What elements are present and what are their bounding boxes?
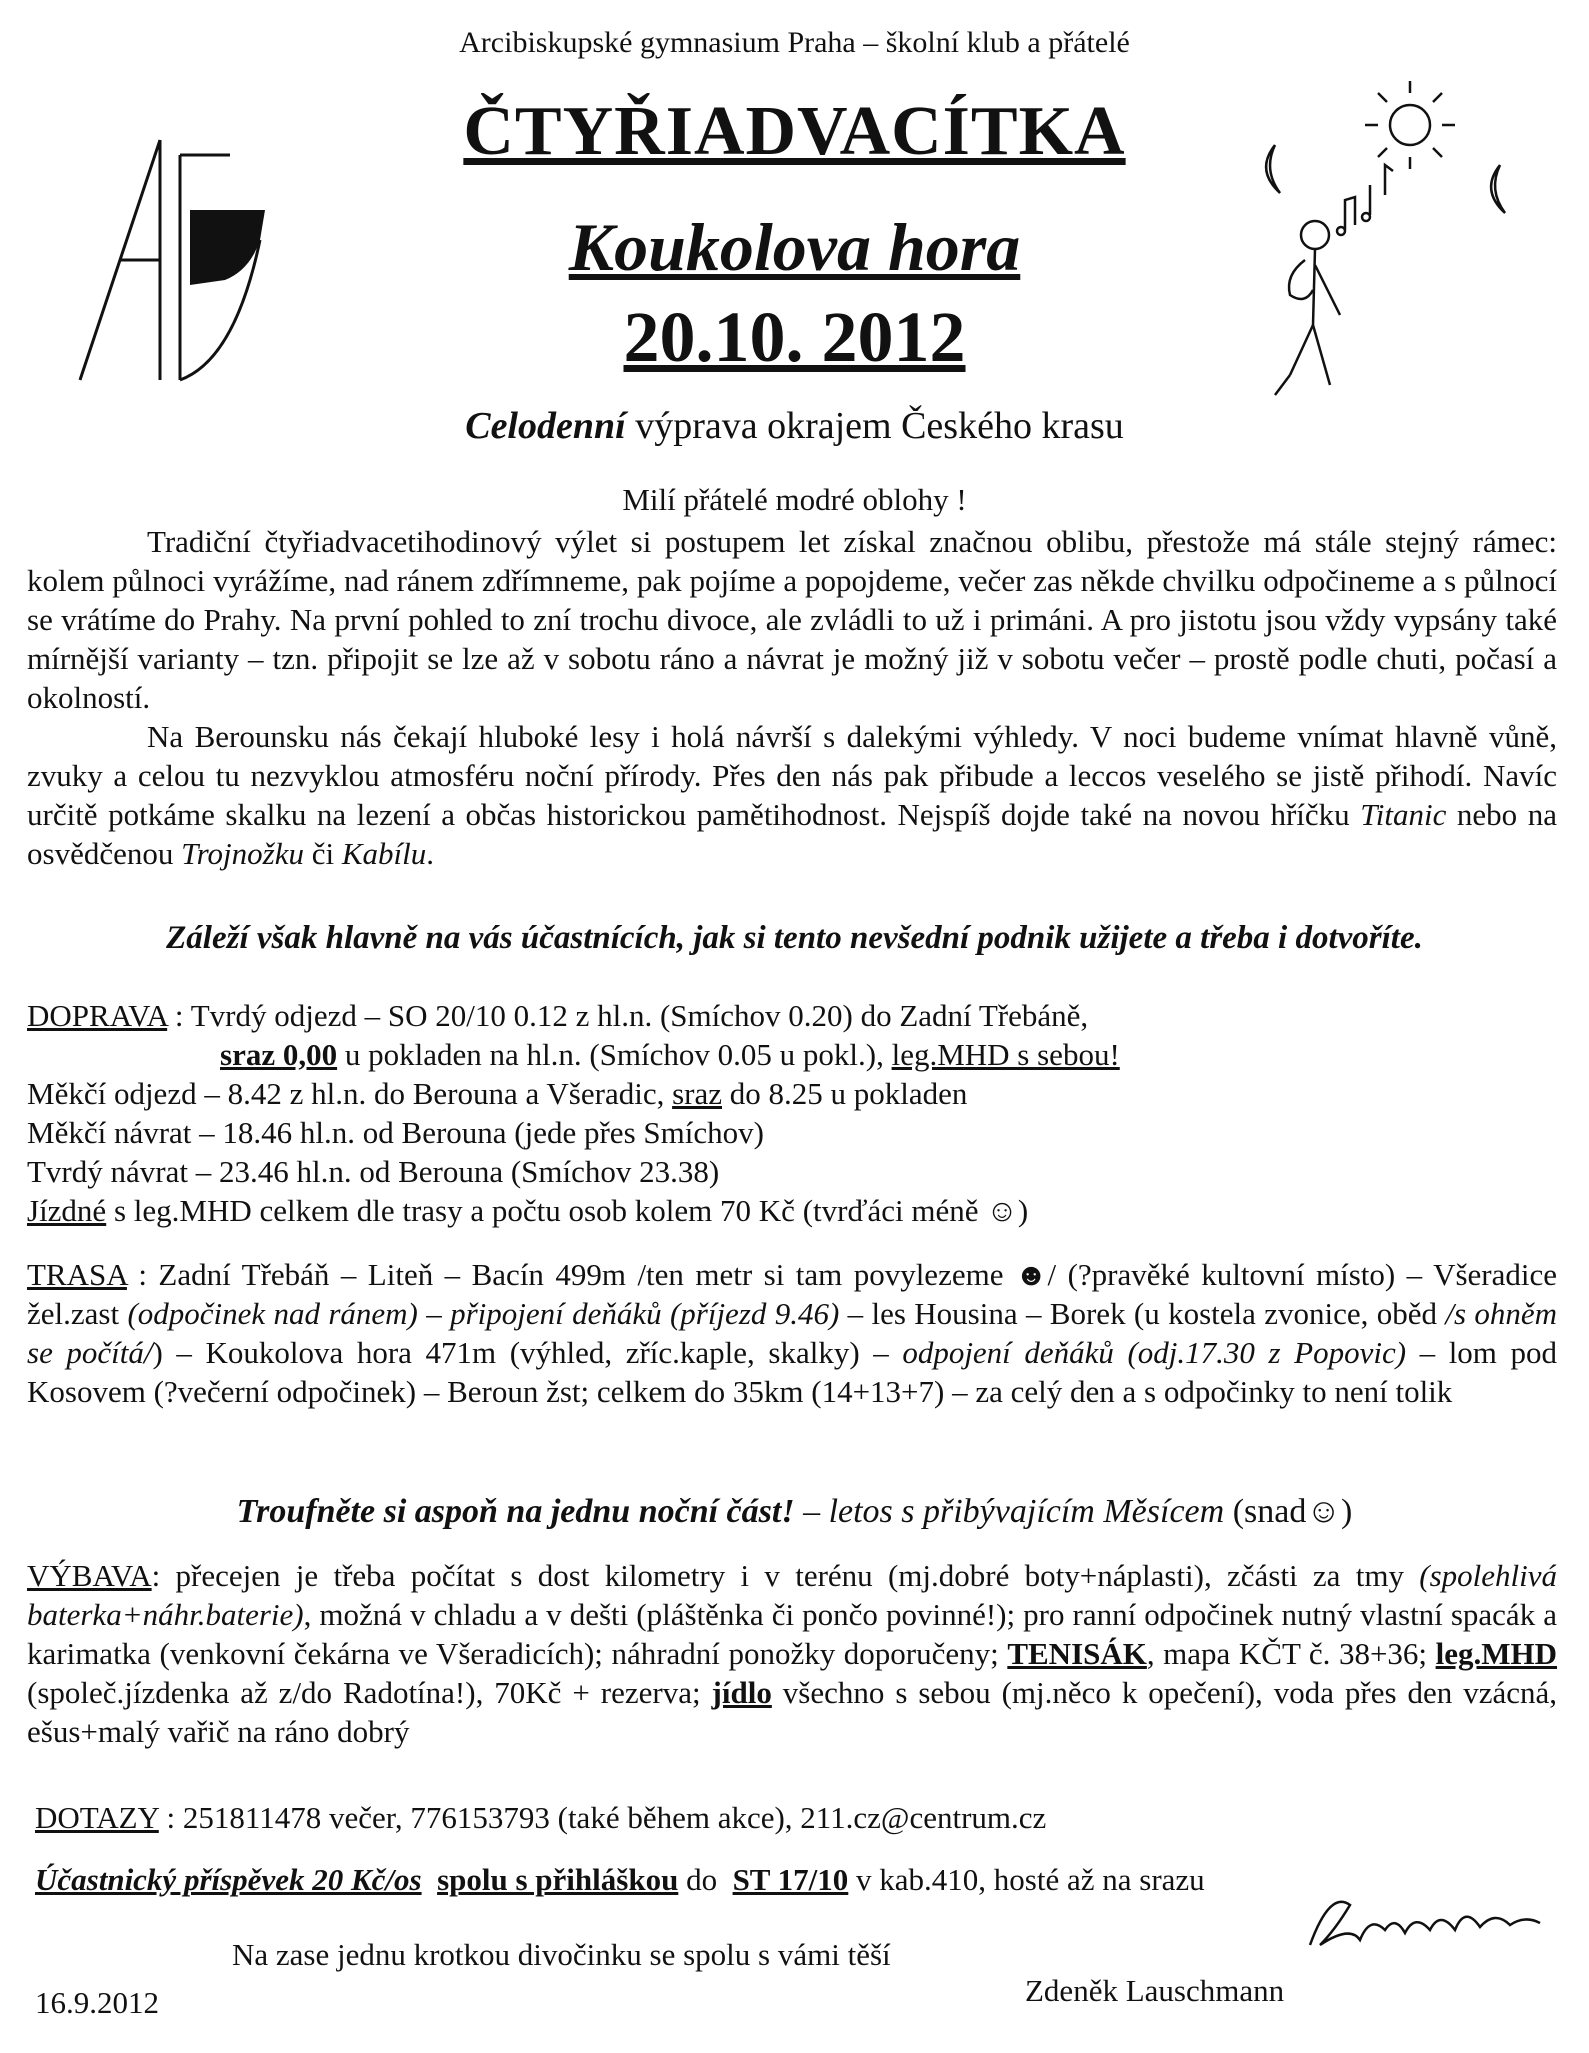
gear-ticket: leg.MHD xyxy=(1435,1636,1557,1671)
transport-line-6: s leg.MHD celkem dle trasy a počtu osob kolem 70 Kč (tvrďáci méně ☺) xyxy=(106,1193,1029,1228)
signature xyxy=(1290,1885,1550,1975)
route-text-3: – les Housina – Borek (u kostela zvonice, oběd xyxy=(839,1296,1446,1331)
emphasis-night-italic: – letos s přibývajícím Měsícem xyxy=(794,1493,1225,1530)
greeting: Milí přátelé modré oblohy ! xyxy=(622,482,967,517)
transport-line-2: u pokladen na hl.n. (Smíchov 0.05 u pokl.), xyxy=(337,1037,892,1072)
fee-rest: v kab.410, hosté až na srazu xyxy=(848,1862,1205,1897)
game-titanic: Titanic xyxy=(1360,797,1447,832)
route-text-2: (odpočinek nad ránem) – připojení deňáků (příjezd 9.46) xyxy=(127,1296,840,1331)
route-section xyxy=(27,1255,1557,1411)
document-date: 16.9.2012 xyxy=(35,1985,159,2020)
contacts-label: DOTAZY xyxy=(35,1800,159,1835)
author-name: Zdeněk Lauschmann xyxy=(1025,1973,1285,2008)
event-place: Koukolova hora xyxy=(568,209,1021,285)
p2-text-c: či xyxy=(303,836,342,871)
intro-paragraph-1: Tradiční čtyřiadvacetihodinový výlet si postupem let získal značnou oblibu, přestože má stále stejný rámec: kolem půlnoci vyrážíme, nad ránem zdřímneme, pak pojíme a popojdeme, večer zas někde chvilku odpočineme a s půlnocí se vrátíme do Prahy. Na první pohled to zní trochu divoce, ale zvládli to už i primáni. A pro jistotu jsou vždy vypsány také mírnější varianty – tzn. připojit se lze až v sobotu ráno a návrat je možný již v sobotu večer – prostě podle chuti, počasí a okolností. xyxy=(27,524,1557,715)
emphasis-night-plain: (snad☺) xyxy=(1224,1493,1353,1530)
route-label: TRASA xyxy=(27,1257,127,1292)
gear-section xyxy=(27,1556,1557,1751)
gear-text-2: (spolehlivá baterka+náhr.baterie) xyxy=(27,1558,1557,1632)
transport-ticket-note: leg.MHD s sebou! xyxy=(891,1037,1120,1072)
p2-text-a: Na Berounsku nás čekají hluboké lesy i holá návrší s dalekými výhledy. V noci budeme vnímat hlavně vůně, zvuky a celou tu nezvyklou atmosféru noční přírody. Přes den nás pak přibude a leccos veselého se jistě přihodí. Navíc určitě potkáme skalku na lezení a občas historickou pamětihodnost. Nejspíš dojde také na novou hříčku xyxy=(27,719,1557,832)
route-text-7: – lom pod Kosovem (?večerní odpočinek) – Beroun žst; celkem do 35km (14+13+7) – za celý den a s odpočinky to není tolik xyxy=(27,1335,1557,1409)
gear-text-5: , mapa KČT č. 38+36; xyxy=(1146,1636,1436,1671)
fee-amount: Účastnický příspěvek 20 Kč/os xyxy=(35,1862,422,1897)
gear-text-1: : přecejen je třeba počítat s dost kilometry i v terénu (mj.dobré boty+náplasti), zčásti za tmy xyxy=(151,1558,1420,1593)
transport-line-3a: Měkčí odjezd – 8.42 z hl.n. do Berouna a Všeradic, xyxy=(27,1076,673,1111)
emphasis-night xyxy=(0,1493,1589,1531)
route-text-1: : Zadní Třebáň – Liteň – Bacín 499m /ten metr si tam povylezeme ☻/ (?pravěké kultovní místo) – Všeradice žel.zast xyxy=(27,1257,1557,1331)
contacts-text: : 251811478 večer, 776153793 (také během akce), 211.cz@centrum.cz xyxy=(158,1800,1047,1835)
fare-label: Jízdné xyxy=(27,1193,107,1228)
fee-deadline: ST 17/10 xyxy=(732,1862,849,1897)
route-text-6: odpojení deňáků (odj.17.30 z Popovic) xyxy=(902,1335,1407,1370)
gear-tennis-ball: TENISÁK xyxy=(1007,1636,1147,1671)
ag-logo xyxy=(50,130,280,390)
emphasis-participants: Záleží však hlavně na vás účastnících, jak si tento nevšední podnik užijete a třeba i dotvoříte. xyxy=(166,920,1423,956)
fee-until: do xyxy=(678,1862,725,1897)
p2-text-b: nebo na osvědčenou xyxy=(27,797,1557,871)
transport-line-4: Měkčí návrat – 18.46 hl.n. od Berouna (jede přes Smíchov) xyxy=(27,1115,764,1150)
hiker-doodle xyxy=(1245,75,1535,415)
route-text-4: /s ohněm se počítá/ xyxy=(27,1296,1558,1370)
game-trojnozka: Trojnožku xyxy=(181,836,304,871)
event-title: ČTYŘIADVACÍTKA xyxy=(463,93,1126,170)
transport-line-3b: do 8.25 u pokladen xyxy=(722,1076,968,1111)
game-kabila: Kabílu xyxy=(341,836,427,871)
intro-paragraphs xyxy=(27,522,1557,873)
subtitle-rest: výprava okrajem Českého krasu xyxy=(635,405,1124,447)
gear-text-9: všechno s sebou (mj.něco k opečení), voda přes den vzácná, ešus+malý vařič na ráno dobrý xyxy=(27,1675,1558,1749)
p2-text-end: . xyxy=(426,836,435,871)
event-date: 20.10. 2012 xyxy=(623,297,966,377)
route-text-5: ) – Koukolova hora 471m (výhled, zříc.kaple, skalky) – xyxy=(152,1335,903,1370)
gear-text-3: , možná v chladu a v dešti (pláštěnka či pončo povinné!); pro ranní odpočinek nutný vlastní spacák a karimatka (venkovní čekárna ve Všeradicích); náhradní ponožky doporučeny; xyxy=(27,1597,1557,1671)
intro-paragraph-2 xyxy=(27,717,1557,873)
fee-line xyxy=(35,1862,1205,1898)
closing-line: Na zase jednu krotkou divočinku se spolu s vámi těší xyxy=(232,1937,891,1972)
gear-food: jídlo xyxy=(711,1675,772,1710)
transport-label: DOPRAVA xyxy=(27,998,168,1033)
organization-line: Arcibiskupské gymnasium Praha – školní klub a přátelé xyxy=(459,26,1130,59)
transport-line-5: Tvrdý návrat – 23.46 hl.n. od Berouna (Smíchov 23.38) xyxy=(27,1154,720,1189)
gear-label: VÝBAVA xyxy=(27,1558,152,1593)
emphasis-night-bold: Troufněte si aspoň na jednu noční část! xyxy=(236,1493,795,1530)
gear-text-7: (společ.jízdenka až z/do Radotína!), 70Kč + rezerva; xyxy=(27,1675,712,1710)
fee-with-application: spolu s přihláškou xyxy=(437,1862,679,1897)
contacts-line xyxy=(35,1800,1046,1836)
transport-section xyxy=(27,996,1557,1230)
transport-meeting: sraz 0,00 xyxy=(220,1037,338,1072)
subtitle-emphasis: Celodenní xyxy=(465,405,626,447)
transport-line-1: : Tvrdý odjezd – SO 20/10 0.12 z hl.n. (Smíchov 0.20) do Zadní Třebáně, xyxy=(167,998,1089,1033)
transport-meeting-soft: sraz xyxy=(672,1076,722,1111)
